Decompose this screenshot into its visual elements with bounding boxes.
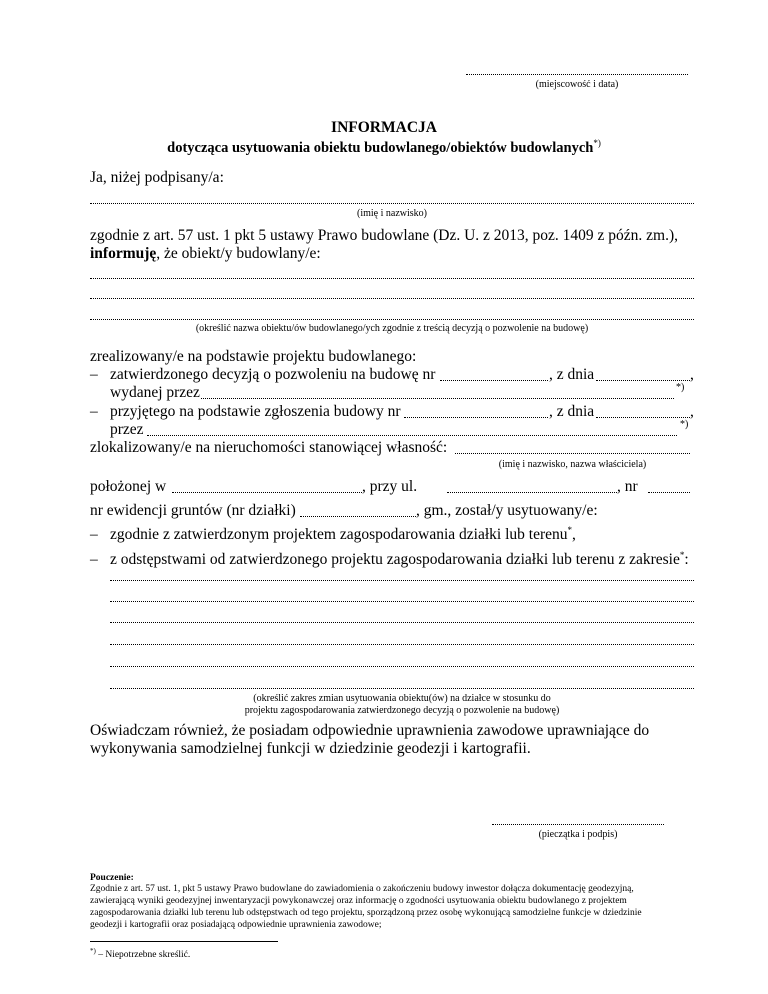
changes-field-6[interactable]: [110, 688, 694, 689]
street-label: , przy ul.: [362, 478, 418, 495]
located-text: zlokalizowany/e na nieruchomości stanowiącej własność:: [90, 439, 448, 456]
parcel-rest: , gm., został/y usytuowany/e:: [416, 502, 598, 519]
place-date-label: (miejscowość i data): [535, 79, 619, 90]
signature-label: (pieczątka i podpis): [538, 829, 618, 840]
by-field[interactable]: [147, 435, 677, 436]
street-field[interactable]: [447, 492, 617, 493]
issued-by-text: wydanej przez: [110, 384, 200, 401]
by-text: przez: [110, 421, 144, 438]
number-field[interactable]: [648, 492, 690, 493]
footnote-mark: *): [90, 947, 96, 955]
decision-row: – zatwierdzonego decyzją o pozwoleniu na budowę nr: [90, 366, 436, 383]
document-subtitle: [0, 138, 768, 157]
notification-date-comma: ,: [690, 403, 694, 420]
option-compliant-text: zgodnie z zatwierdzonym projektem zagospodarowania działki lub terenu: [110, 526, 568, 544]
document-title: INFORMACJA: [331, 119, 437, 136]
situated-field[interactable]: [172, 492, 362, 493]
name-label: (imię i nazwisko): [357, 208, 427, 219]
owner-field[interactable]: [455, 453, 690, 454]
changes-field-1[interactable]: [110, 580, 694, 581]
instruction-line-1: Zgodnie z art. 57 ust. 1, pkt 5 ustawy Prawo budowlane do zawiadomienia o zakończeniu budowy inwestor dołącza dokumentację geodezyjną,: [90, 884, 634, 894]
changes-field-4[interactable]: [110, 644, 694, 645]
instruction-line-2: zawierającą wyniki geodezyjnej inwentaryzacji powykonawczej oraz informację o zgodności usytuowania obiektu budowlanego z projektem: [90, 896, 627, 906]
changes-field-5[interactable]: [110, 666, 694, 667]
by-mark: *): [680, 419, 689, 430]
changes-label-2: projektu zagospodarowania zatwierdzonego decyzją o pozwolenie na budowę): [244, 705, 560, 716]
object-field-2[interactable]: [90, 298, 694, 299]
decision-date-field[interactable]: [596, 380, 690, 381]
inform-bold: informuję: [90, 245, 157, 262]
instruction-line-3: zagospodarowania działki lub terenu lub odstępstwach od tego projektu, sporządzoną przez osobę wykonującą samodzielne funkcje w dziedzinie: [90, 908, 642, 918]
declaration-line1: Oświadczam również, że posiadam odpowiednie uprawnienia zawodowe uprawniające do: [90, 722, 650, 739]
parcel-text: nr ewidencji gruntów (nr działki): [90, 502, 296, 519]
decision-number-field[interactable]: [440, 380, 548, 381]
changes-field-2[interactable]: [110, 601, 694, 602]
realized-text: zrealizowany/e na podstawie projektu budowlanego:: [90, 348, 417, 365]
parcel-field[interactable]: [300, 516, 416, 517]
notification-date-label: , z dnia: [549, 403, 595, 420]
legal-basis-line1: zgodnie z art. 57 ust. 1 pkt 5 ustawy Prawo budowlane (Dz. U. z 2013, poz. 1409 z późn. zm.),: [90, 227, 679, 244]
owner-label: (imię i nazwisko, nazwa właściciela): [498, 459, 647, 470]
subtitle-text: dotycząca usytuowania obiektu budowlanego/obiektów budowlanych: [167, 139, 594, 156]
object-label: (określić nazwa obiektu/ów budowlanego/ych zgodnie z treścią decyzją o pozwolenie na budowę): [195, 323, 589, 334]
instruction-line-4: geodezji i kartografii oraz posiadającą odpowiednie uprawnienia zawodowe;: [90, 920, 382, 930]
signature-field[interactable]: [492, 824, 664, 825]
issued-by-mark: *): [676, 382, 685, 393]
signer-text: Ja, niżej podpisany/a:: [90, 169, 224, 186]
decision-text: zatwierdzonego decyzją o pozwoleniu na budowę nr: [110, 366, 436, 383]
notification-date-field[interactable]: [596, 417, 690, 418]
deviations-star: *: [679, 550, 685, 560]
footnote: [90, 947, 190, 960]
notification-number-field[interactable]: [404, 417, 548, 418]
decision-date-comma: ,: [690, 366, 694, 383]
subtitle-footnote-mark: *): [593, 138, 601, 148]
changes-field-3[interactable]: [110, 622, 694, 623]
instruction-title: Pouczenie:: [90, 873, 134, 883]
place-date-line[interactable]: [466, 74, 688, 75]
object-field-3[interactable]: [90, 319, 694, 320]
option-deviations: – z odstępstwami od zatwierdzonego projektu zagospodarowania działki lub terenu z zakresie*:: [90, 550, 689, 569]
name-field[interactable]: [90, 203, 694, 204]
object-field-1[interactable]: [90, 278, 694, 279]
notification-text: przyjętego na podstawie zgłoszenia budowy nr: [110, 403, 401, 420]
issued-by-field[interactable]: [201, 398, 674, 399]
compliant-star: *: [567, 525, 573, 535]
option-deviations-text: z odstępstwami od zatwierdzonego projektu zagospodarowania działki lub terenu z zakresie: [110, 551, 680, 569]
legal-basis-line2: [90, 245, 321, 263]
decision-date-label: , z dnia: [549, 366, 595, 383]
situated-text: położonej w: [90, 478, 167, 495]
footnote-divider: [90, 941, 278, 942]
footnote-text: – Niepotrzebne skreślić.: [95, 950, 191, 961]
notification-row: – przyjętego na podstawie zgłoszenia budowy nr: [90, 403, 401, 420]
legal-basis-rest: , że obiekt/y budowlany/e:: [156, 245, 321, 262]
declaration-line2: wykonywania samodzielnej funkcji w dziedzinie geodezji i kartografii.: [90, 740, 531, 757]
changes-label-1: (określić zakres zmian usytuowania obiektu(ów) na działce w stosunku do: [253, 693, 551, 704]
number-label: , nr: [617, 478, 638, 495]
option-compliant: – zgodnie z zatwierdzonym projektem zagospodarowania działki lub terenu*,: [90, 525, 576, 544]
